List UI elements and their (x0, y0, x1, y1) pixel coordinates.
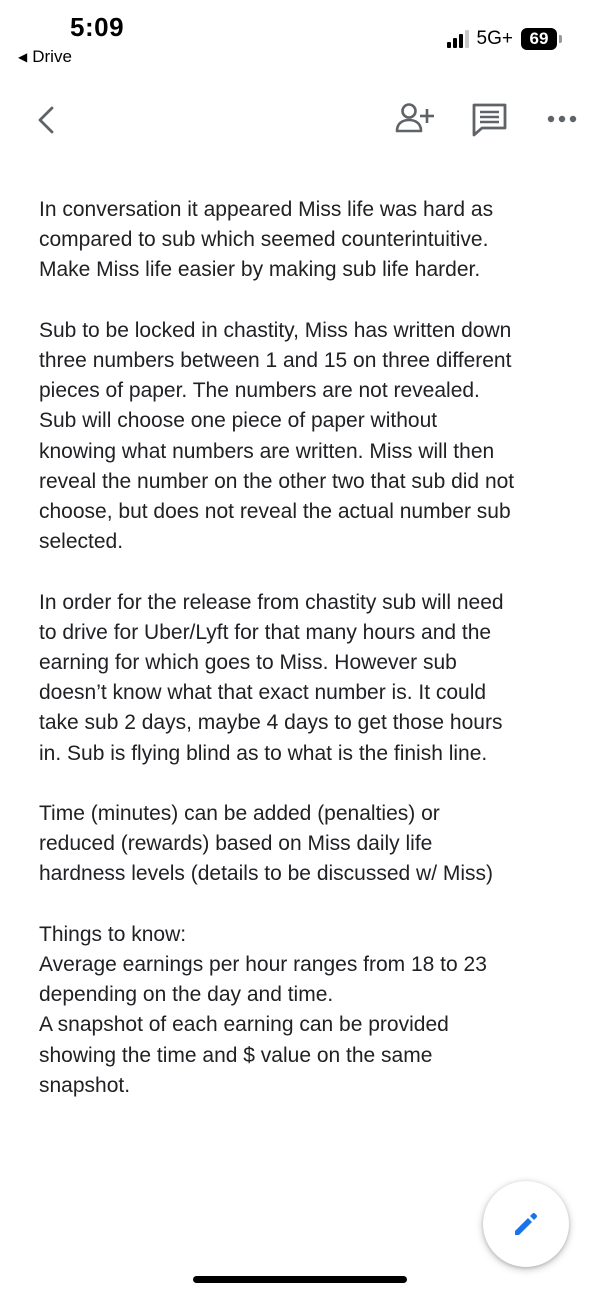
doc-text-line: A snapshot of each earning can be provided (39, 1013, 449, 1037)
share-button[interactable] (395, 100, 437, 138)
back-to-app-link[interactable] (18, 47, 72, 67)
back-chevron-icon (30, 100, 66, 140)
doc-text-line: reduced (rewards) based on Miss daily life (39, 832, 433, 856)
doc-text-line: take sub 2 days, maybe 4 days to get those hours (39, 711, 503, 735)
more-options-button[interactable] (546, 106, 578, 132)
home-indicator[interactable] (193, 1276, 407, 1283)
comments-button[interactable] (470, 100, 510, 140)
back-to-app-label: Drive (32, 47, 72, 66)
doc-text-line: Make Miss life easier by making sub life harder. (39, 258, 481, 282)
battery-level: 69 (521, 28, 557, 50)
doc-paragraph (39, 316, 569, 558)
doc-text-line: doesn’t know what that exact number is. It could (39, 681, 487, 705)
back-button[interactable] (30, 100, 66, 140)
more-horizontal-icon (546, 106, 578, 132)
edit-pencil-icon (510, 1208, 542, 1240)
document-body[interactable] (39, 195, 569, 1131)
doc-text-line: selected. (39, 530, 124, 554)
doc-text-line: In order for the release from chastity sub will need (39, 590, 504, 614)
cellular-signal-icon (447, 30, 469, 48)
back-triangle-icon: ◀ (18, 50, 28, 64)
add-person-icon (395, 100, 437, 138)
doc-text-line: Average earnings per hour ranges from 18 to 23 (39, 953, 487, 977)
status-indicators (447, 28, 562, 50)
doc-paragraph (39, 799, 569, 890)
status-time: 5:09 (70, 12, 125, 42)
doc-text-line: earning for which goes to Miss. However sub (39, 651, 457, 675)
doc-paragraph (39, 588, 569, 769)
doc-text-line: pieces of paper. The numbers are not revealed. (39, 379, 480, 403)
doc-text-line: compared to sub which seemed counterintuitive. (39, 228, 489, 252)
doc-text-line: reveal the number on the other two that sub did not (39, 469, 515, 493)
doc-text-line: three numbers between 1 and 15 on three different (39, 349, 512, 372)
doc-text-line: Sub to be locked in chastity, Miss has written down (39, 318, 512, 342)
edit-fab-button[interactable] (483, 1181, 569, 1267)
doc-text-line: Things to know: (39, 922, 187, 946)
doc-text-line: hardness levels (details to be discussed w/ Miss) (39, 862, 494, 886)
doc-paragraph (39, 920, 569, 1101)
doc-text-line: depending on the day and time. (39, 983, 334, 1007)
doc-text-line: Time (minutes) can be added (penalties) or (39, 802, 440, 826)
doc-text-line: knowing what numbers are written. Miss will then (39, 439, 495, 463)
comment-icon (470, 100, 510, 140)
doc-paragraph (39, 195, 569, 286)
doc-text-line: snapshot. (39, 1073, 131, 1097)
battery-icon (521, 28, 562, 50)
doc-text-line: showing the time and $ value on the same (39, 1043, 433, 1067)
doc-text-line: in. Sub is flying blind as to what is the finish line. (39, 741, 488, 765)
network-type: 5G+ (476, 28, 513, 49)
doc-text-line: In conversation it appeared Miss life was hard as (39, 198, 494, 221)
doc-text-line: Sub will choose one piece of paper without (39, 409, 438, 433)
doc-text-line: to drive for Uber/Lyft for that many hours and the (39, 620, 492, 644)
doc-text-line: choose, but does not reveal the actual number sub (39, 500, 511, 524)
